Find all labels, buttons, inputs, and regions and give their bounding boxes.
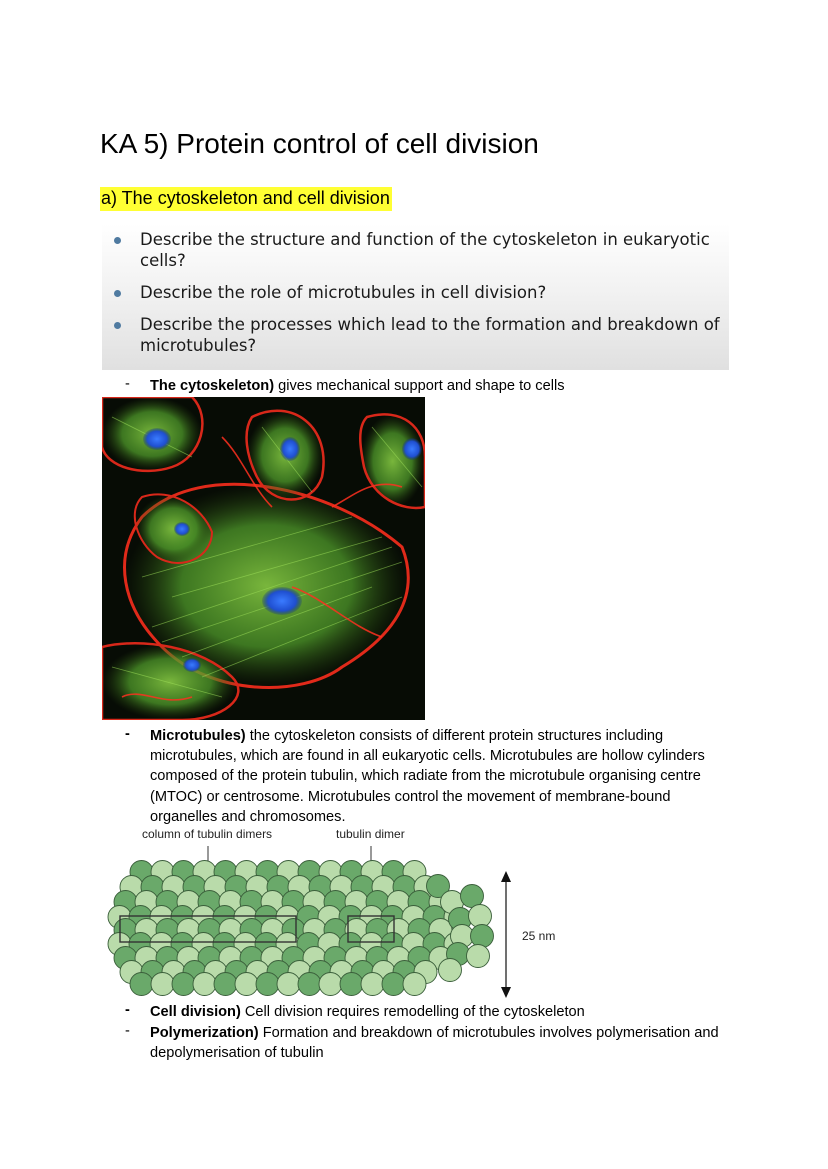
tubulin-subunits bbox=[108, 861, 494, 996]
objective-item bbox=[140, 282, 720, 303]
list-dash: - bbox=[125, 1002, 130, 1018]
microtubule-structure-diagram bbox=[100, 824, 600, 1004]
tubulin-subunit bbox=[469, 905, 492, 928]
section-heading: a) The cytoskeleton and cell division bbox=[100, 187, 392, 211]
tubulin-subunit bbox=[298, 973, 321, 996]
tubulin-subunit bbox=[193, 973, 216, 996]
bullet-dot-icon bbox=[114, 322, 121, 329]
tubulin-subunit bbox=[235, 973, 258, 996]
objective-item bbox=[140, 229, 720, 271]
tubulin-subunit bbox=[467, 945, 490, 968]
list-dash: - bbox=[125, 726, 130, 742]
tubulin-subunit bbox=[361, 973, 384, 996]
objective-text: Describe the processes which lead to the formation and breakdown of microtubules? bbox=[140, 315, 720, 355]
tubulin-subunit bbox=[403, 973, 426, 996]
tubulin-subunit bbox=[151, 973, 174, 996]
list-dash: - bbox=[125, 1023, 130, 1039]
tubulin-subunit bbox=[382, 973, 405, 996]
bullet-text: gives mechanical support and shape to cells bbox=[274, 378, 565, 394]
cell-division-bullet bbox=[150, 1002, 750, 1022]
column-label: column of tubulin dimers bbox=[142, 827, 273, 841]
dimer-label: tubulin dimer bbox=[336, 827, 405, 841]
learning-objectives-box bbox=[102, 224, 729, 370]
bullet-text: Cell division requires remodelling of the cytoskeleton bbox=[240, 1004, 585, 1020]
tubulin-subunit bbox=[340, 973, 363, 996]
tubulin-subunit bbox=[277, 973, 300, 996]
microtubules-bullet bbox=[150, 726, 710, 827]
tubulin-subunit bbox=[172, 973, 195, 996]
polymerization-bullet bbox=[150, 1023, 730, 1063]
objective-item bbox=[140, 314, 720, 356]
bullet-text: Formation and breakdown of microtubules involves polymerisation and depolymerisation of tubulin bbox=[150, 1025, 719, 1062]
page-title: KA 5) Protein control of cell division bbox=[100, 128, 539, 159]
term-label: Polymerization) bbox=[150, 1025, 259, 1041]
diameter-label: 25 nm bbox=[522, 929, 556, 943]
diameter-arrow bbox=[501, 871, 511, 998]
bullet-dot-icon bbox=[114, 237, 121, 244]
tubulin-subunit bbox=[214, 973, 237, 996]
term-label: The cytoskeleton) bbox=[150, 378, 275, 394]
term-label: Cell division) bbox=[150, 1004, 241, 1020]
list-dash: - bbox=[125, 376, 130, 392]
tubulin-subunit bbox=[256, 973, 279, 996]
bullet-dot-icon bbox=[114, 290, 121, 297]
term-label: Microtubules) bbox=[150, 728, 246, 744]
tubulin-subunit bbox=[471, 925, 494, 948]
tubulin-subunit bbox=[130, 973, 153, 996]
objective-text: Describe the structure and function of the cytoskeleton in eukaryotic cells? bbox=[140, 230, 710, 270]
cytoskeleton-bullet bbox=[150, 376, 750, 396]
tubulin-subunit bbox=[461, 885, 484, 908]
objective-text: Describe the role of microtubules in cell division? bbox=[140, 283, 547, 302]
bullet-text: the cytoskeleton consists of different protein structures including microtubules, which are found in all eukaryotic cells. Microtubules are hollow cylinders composed of the protein tubulin, which radiate from the microtubule organising centre (MTOC) or centrosome. Microtubules control the movement of membrane-bound organelles and chromosomes. bbox=[150, 728, 705, 825]
cytoskeleton-fluorescence-image bbox=[102, 397, 425, 720]
tubulin-subunit bbox=[439, 959, 462, 982]
tubulin-subunit bbox=[319, 973, 342, 996]
